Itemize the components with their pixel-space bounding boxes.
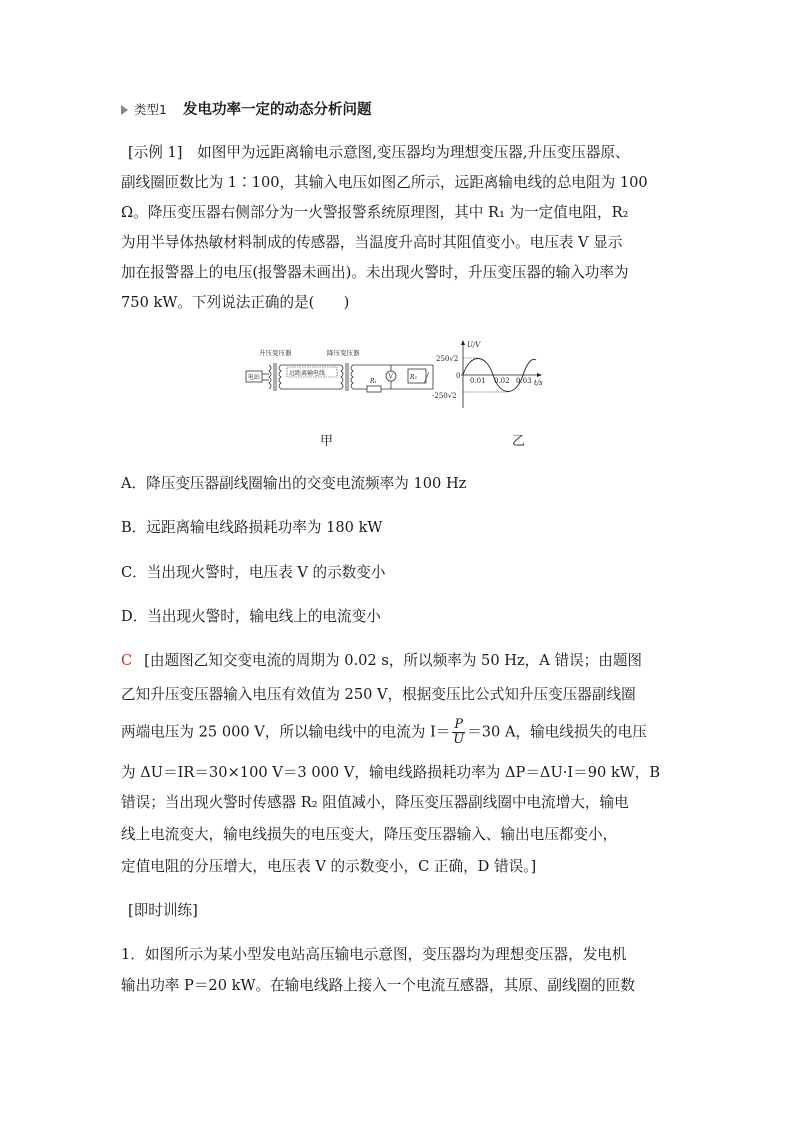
solution-line-7: 定值电阻的分压增大，电压表 V 的示数变小，C 正确，D 错误。]: [121, 858, 537, 875]
play-triangle-icon: [121, 105, 128, 115]
answer-letter: C: [121, 652, 133, 669]
training-tag: [即时训练]: [128, 902, 198, 919]
y-axis-label: U/V: [467, 341, 481, 349]
example-line-3: Ω。降压变压器右侧部分为一火警报警系统原理图，其中 R₁ 为一定值电阻，R₂: [121, 204, 629, 221]
figure-caption-yi: 乙: [512, 434, 526, 449]
solution-line-4: 为 ΔU＝IR＝30×100 V＝3 000 V，输电线路损耗功率为 ΔP＝ΔU·I＝90 kW，B: [121, 764, 661, 781]
solution-line-3: [121, 718, 647, 747]
solution-line-2: 乙知升压变压器输入电压有效值为 250 V，根据变压比公式知升压变压器副线圈: [121, 686, 636, 703]
line-label: 远距离输电线: [289, 370, 326, 377]
option-a: A．降压变压器副线圈输出的交变电流频率为 100 Hz: [121, 475, 467, 492]
r1-resistor: [367, 386, 381, 392]
y-max-label: 250√2: [436, 355, 459, 363]
solution-text: 两端电压为 25 000 V，所以输电线中的电流为 I＝: [121, 723, 451, 741]
section-heading: [121, 98, 371, 119]
tick-label: 0.01: [470, 377, 486, 385]
example-line-2: 副线圈匝数比为 1∶100，其输入电压如图乙所示，远距离输电线的总电阻为 100: [121, 174, 648, 191]
tick-label: 0.02: [494, 377, 510, 385]
voltage-waveform: [428, 338, 558, 410]
r1-label: R₁: [370, 378, 377, 385]
example-line-4: 为用半导体热敏材料制成的传感器，当温度升高时其阻值变小。电压表 V 显示: [121, 234, 623, 251]
plant-label: 电站: [248, 374, 261, 381]
solution-text: ＝30 A，输电线损失的电压: [467, 723, 647, 741]
circuit-diagram: [243, 345, 443, 407]
example-line-5: 加在报警器上的电压(报警器未画出)。未出现火警时，升压变压器的输入功率为: [121, 264, 629, 281]
option-b: B．远距离输电线路损耗功率为 180 kW: [121, 519, 383, 536]
step-down-label: 降压变压器: [327, 349, 360, 357]
section-title: 发电功率一定的动态分析问题: [182, 102, 372, 118]
type-label: 类型1: [134, 102, 167, 117]
example-line-6: 750 kW。下列说法正确的是( ): [121, 294, 350, 311]
solution-line-1: [121, 651, 642, 671]
example-tag: [示例 1]: [128, 144, 183, 161]
tick-label: 0.03: [516, 377, 532, 385]
option-c: C．当出现火警时，电压表 V 的示数变小: [121, 564, 386, 581]
origin-label: 0: [456, 372, 461, 380]
figure-caption-jia: 甲: [320, 434, 334, 449]
voltmeter-label: V: [388, 373, 393, 381]
option-d: D．当出现火警时，输电线上的电流变小: [121, 608, 381, 625]
training-line-1: 1．如图所示为某小型发电站高压输电示意图，变压器均为理想变压器，发电机: [121, 946, 627, 963]
r2-label: R₂: [410, 374, 417, 381]
training-line-2: 输出功率 P＝20 kW。在输电线路上接入一个电流互感器，其原、副线圈的匝数: [121, 977, 635, 994]
step-up-label: 升压变压器: [259, 349, 292, 357]
fraction-numerator: P: [454, 717, 464, 732]
example-text: 如图甲为远距离输电示意图,变压器均为理想变压器,升压变压器原、: [197, 144, 630, 161]
solution-line-5: 错误；当出现火警时传感器 R₂ 阻值减小，降压变压器副线圈中电流增大，输电: [121, 794, 629, 811]
fraction-denominator: U: [453, 732, 465, 747]
example-line-1: [128, 143, 630, 163]
x-axis-label: t/s: [534, 379, 543, 387]
y-min-label: -250√2: [432, 392, 457, 400]
solution-line-6: 线上电流变大，输电线损失的电压变大，降压变压器输入、输出电压都变小，: [121, 826, 618, 843]
power-over-voltage-fraction: [452, 718, 465, 747]
solution-text: [由题图乙知交变电流的周期为 0.02 s，所以频率为 50 Hz，A 错误；由题图: [144, 652, 643, 669]
